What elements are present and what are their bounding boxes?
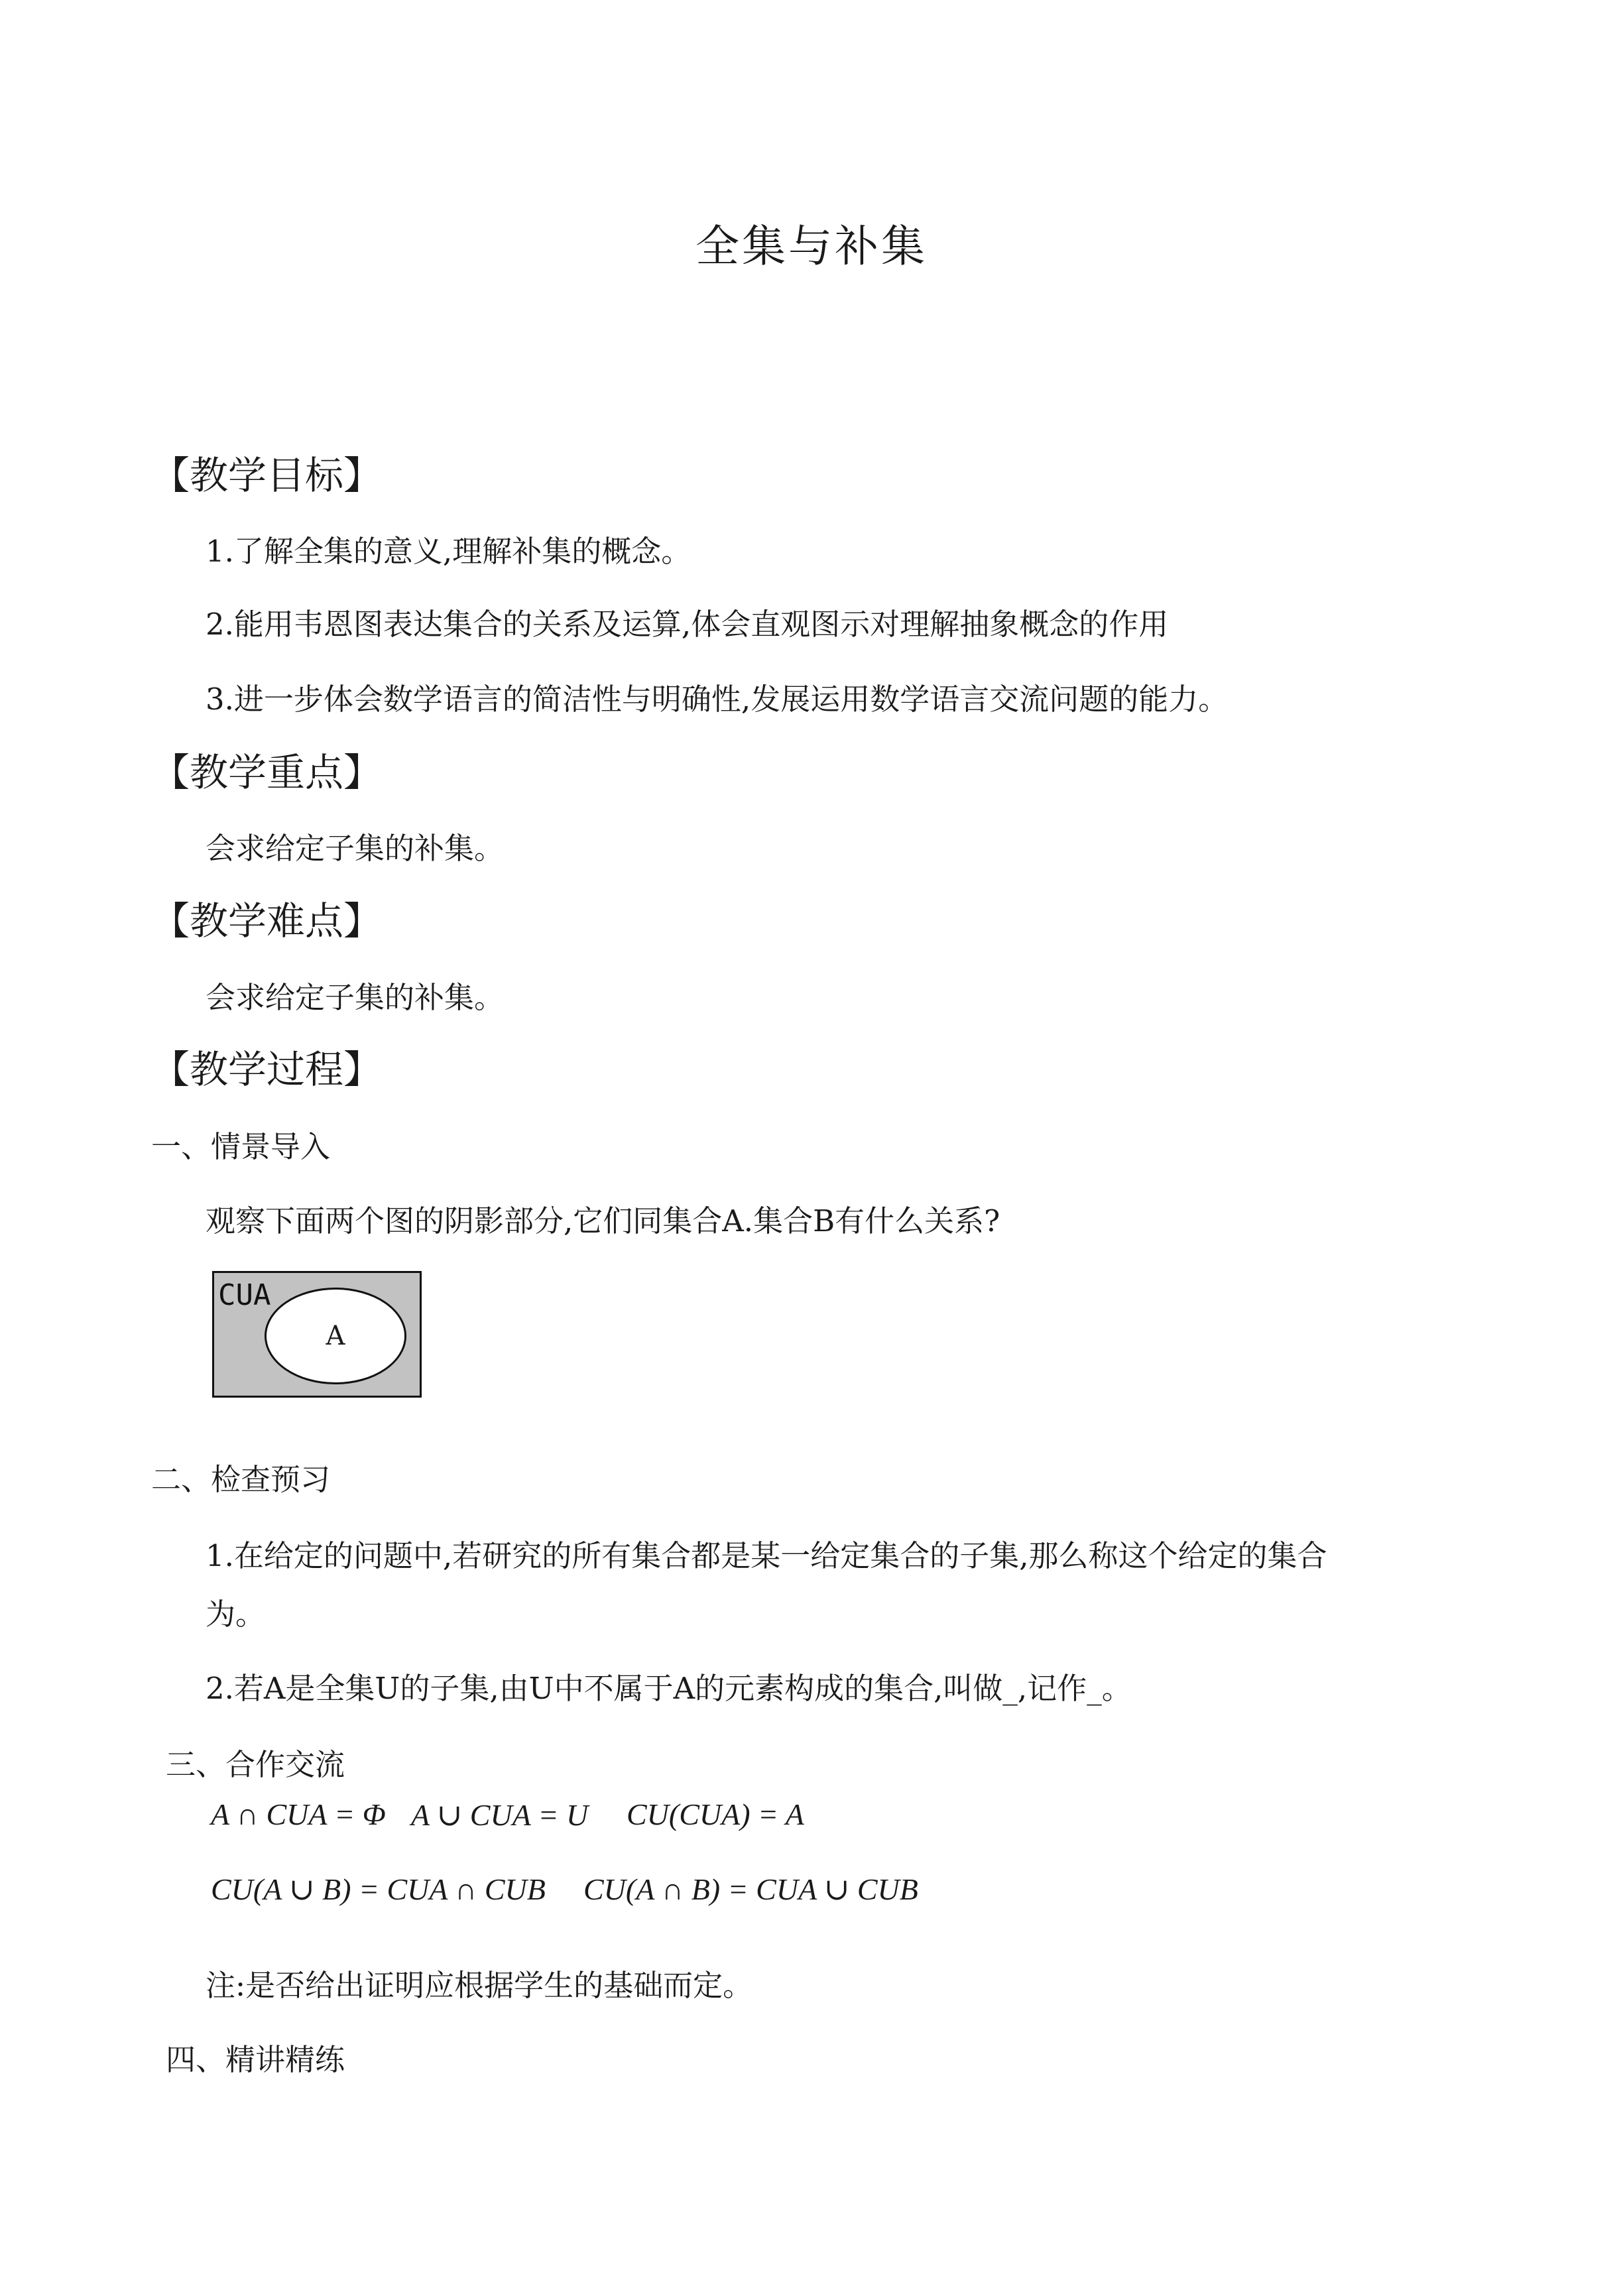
part4-heading: 四、精讲精练 — [166, 2042, 345, 2077]
formula-5: CU(A ∩ B) = CUA ∪ CUB — [583, 1872, 918, 1906]
part1-question: 观察下面两个图的阴影部分,它们同集合A.集合B有什么关系? — [206, 1203, 1000, 1239]
page-title: 全集与补集 — [695, 221, 928, 272]
set-a-ellipse — [265, 1288, 406, 1384]
formula-2: A ∪ CUA = U — [411, 1798, 589, 1832]
objective-item-1: 1.了解全集的意义,理解补集的概念。 — [206, 534, 691, 569]
part2-item1-line1: 1.在给定的问题中,若研究的所有集合都是某一给定集合的子集,那么称这个给定的集合 — [206, 1538, 1327, 1573]
part1-heading: 一、情景导入 — [151, 1129, 331, 1164]
formula-3: CU(CUA) = A — [627, 1797, 804, 1831]
set-a-label: A — [326, 1321, 345, 1351]
part3-heading: 三、合作交流 — [166, 1747, 345, 1782]
part3-note: 注:是否给出证明应根据学生的基础而定。 — [206, 1968, 753, 2003]
complement-label — [218, 1278, 270, 1312]
venn-diagram — [212, 1271, 422, 1398]
difficulties-heading: 【教学难点】 — [151, 898, 383, 943]
key-points-heading: 【教学重点】 — [151, 750, 383, 795]
objective-item-2: 2.能用韦恩图表达集合的关系及运算,体会直观图示对理解抽象概念的作用 — [206, 607, 1169, 642]
formula-4: CU(A ∪ B) = CUA ∩ CUB — [211, 1872, 546, 1906]
formula-1: A ∩ CUA = Φ — [211, 1797, 386, 1831]
complement-label-text: CUA — [218, 1278, 271, 1312]
key-points-text: 会求给定子集的补集。 — [206, 831, 505, 866]
part2-item1-line2: 为。 — [206, 1597, 266, 1632]
process-heading: 【教学过程】 — [151, 1047, 383, 1092]
part2-heading: 二、检查预习 — [151, 1462, 331, 1497]
part2-item2: 2.若A是全集U的子集,由U中不属于A的元素构成的集合,叫做_,记作_。 — [206, 1671, 1132, 1706]
objectives-heading: 【教学目标】 — [151, 453, 383, 498]
objective-item-3: 3.进一步体会数学语言的简洁性与明确性,发展运用数学语言交流问题的能力。 — [206, 682, 1229, 717]
difficulties-text: 会求给定子集的补集。 — [206, 980, 505, 1015]
